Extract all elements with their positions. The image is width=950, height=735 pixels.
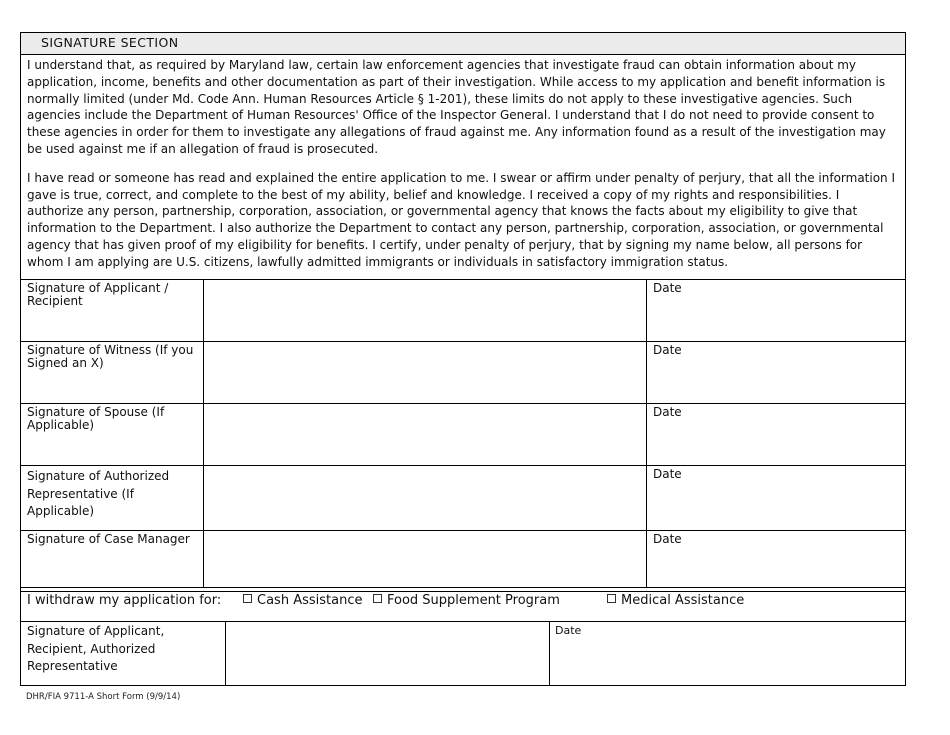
signature-row-authorized-representative — [21, 465, 905, 530]
signature-row-label: Signature of Applicant / Recipient — [21, 280, 204, 341]
withdraw-signature-label: Signature of Applicant, Recipient, Authorized Representative — [21, 622, 226, 685]
signature-row-label: Signature of Case Manager — [21, 531, 204, 588]
fraud-investigation-paragraph: I understand that, as required by Maryland law, certain law enforcement agencies that investigate fraud can obtain information about my application, income, benefits and other documentation as part of their investigation. While access to my application and benefit information is normally limited (under Md. Code Ann. Human Resources Article § 1-201), these limits do not apply to these investigative agencies. Such agencies include the Department of Human Resources' Office of the Inspector General. I understand that I do not need to provide consent to these agencies in order for them to investigate any allegations of fraud against me. Any information found as a result of the investigation may be used against me if an allegation of fraud is prosecuted. — [27, 58, 886, 156]
option-food-supplement-program[interactable] — [373, 593, 560, 608]
applicant-signature-field[interactable] — [204, 280, 647, 341]
certification-paragraph: I have read or someone has read and explained the entire application to me. I swear or affirm under penalty of perjury, that all the information I gave is true, correct, and complete to the best of my ability, belief and knowledge. I received a copy of my rights and responsibilities. I authorize any person, partnership, corporation, association, or governmental agency that knows the facts about my eligibility to give that information to the Department. I also authorize the Department to contact any person, partnership, corporation, association, or governmental agency that has given proof of my eligibility for benefits. I certify, under penalty of perjury, that by signing my name below, all persons for whom I am applying are U.S. citizens, lawfully admitted immigrants or individuals in satisfactory immigration status. — [27, 170, 896, 269]
checkbox-icon[interactable] — [373, 594, 382, 603]
form-id-footer: DHR/FIA 9711-A Short Form (9/9/14) — [26, 692, 181, 702]
withdraw-signature-row — [21, 621, 905, 685]
spouse-signature-field[interactable] — [204, 404, 647, 465]
signature-row-spouse — [21, 403, 905, 465]
section-header: SIGNATURE SECTION — [21, 33, 905, 55]
checkbox-icon[interactable] — [243, 594, 252, 603]
option-medical-assistance[interactable] — [607, 593, 744, 608]
witness-signature-field[interactable] — [204, 342, 647, 403]
withdraw-section — [21, 587, 905, 621]
option-label: Food Supplement Program — [387, 593, 560, 608]
signature-row-applicant — [21, 279, 905, 341]
withdraw-row — [21, 591, 905, 621]
representative-signature-field[interactable] — [204, 466, 647, 530]
date-field[interactable]: Date — [555, 624, 582, 637]
date-field[interactable]: Date — [653, 467, 682, 481]
signature-row-case-manager — [21, 530, 905, 588]
option-label: Cash Assistance — [257, 593, 363, 608]
signature-row-label: Signature of Spouse (If Applicable) — [21, 404, 204, 465]
option-cash-assistance[interactable] — [243, 593, 362, 608]
consent-text — [21, 55, 905, 271]
date-field[interactable]: Date — [653, 343, 682, 357]
signature-row-label: Signature of Authorized Representative (If Applicable) — [21, 466, 204, 530]
date-field[interactable]: Date — [653, 405, 682, 419]
signature-section-form — [20, 32, 906, 686]
checkbox-icon[interactable] — [607, 594, 616, 603]
option-label: Medical Assistance — [621, 593, 745, 608]
case-manager-signature-field[interactable] — [204, 531, 647, 588]
signature-table — [21, 279, 905, 588]
date-field[interactable]: Date — [653, 532, 682, 546]
date-field[interactable]: Date — [653, 281, 682, 295]
signature-row-witness — [21, 341, 905, 403]
withdraw-label: I withdraw my application for: — [27, 593, 222, 608]
signature-row-label: Signature of Witness (If you Signed an X) — [21, 342, 204, 403]
withdraw-signature-field[interactable] — [226, 622, 550, 685]
